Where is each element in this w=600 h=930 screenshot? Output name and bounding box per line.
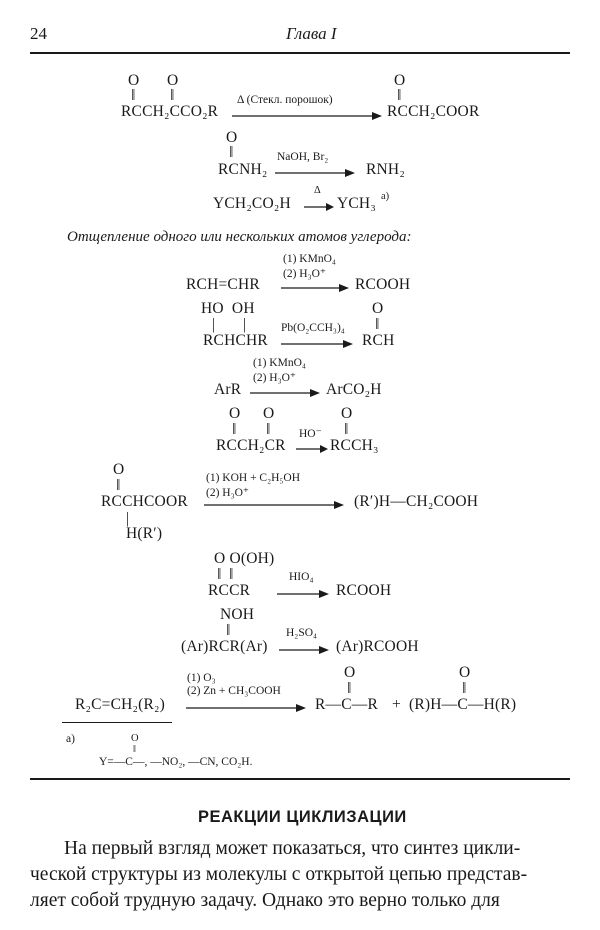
r1-product: RCCH₂COOR [387, 103, 480, 120]
r7-arrow [296, 445, 328, 453]
r11-condition-1: (1) O₃ [187, 672, 216, 684]
r7-product: RCCH₃ [330, 437, 379, 454]
r11-arrow [186, 704, 306, 712]
r11-product2: (R)H—C—H(R) [409, 696, 517, 713]
r4-arrow [281, 284, 349, 292]
r1-product-o: O [394, 72, 406, 89]
r9-top: O O(OH) [214, 550, 275, 567]
r9-product: RCOOH [336, 582, 392, 599]
r2-arrow [275, 169, 355, 177]
r2-o: O [226, 129, 238, 146]
r5-product-o: O [372, 300, 384, 317]
r9-bond1: ‖ [217, 566, 222, 583]
r11-product1-o: O [344, 664, 356, 681]
r9-condition: HIO₄ [289, 571, 314, 583]
footnote-text: Y=—C—, —NO₂, —CN, CO₂H. [99, 756, 253, 768]
r8-product: (R′)H—CH₂COOH [354, 493, 479, 510]
r8-condition-2: (2) H₃O⁺ [206, 487, 249, 499]
r3-reactant: YCH₂CO₂H [213, 195, 291, 212]
r3-condition: Δ [314, 185, 321, 196]
r8-arrow [204, 501, 344, 509]
r10-product: (Ar)RCOOH [336, 638, 419, 655]
r10-condition: H₂SO₄ [286, 627, 318, 639]
r7-condition: HO⁻ [299, 428, 322, 440]
footnote-o: O [131, 733, 139, 744]
footnote-label: а) [66, 733, 75, 745]
r5-arrow [281, 340, 353, 348]
footnote-bond: ‖ [133, 744, 136, 755]
r6-reactant: ArR [214, 381, 242, 398]
r11-condition-2: (2) Zn + CH₃COOH [187, 685, 281, 697]
r3-product: YCH₃ [337, 195, 376, 212]
r2-product: RNH₂ [366, 161, 405, 178]
r10-arrow [279, 646, 329, 654]
r7-bond2: ‖ [266, 421, 271, 438]
r1-top-o1: O [128, 72, 140, 89]
r1-bond1: ‖ [131, 87, 136, 104]
r5-product-bond: ‖ [375, 316, 380, 333]
r8-substituent: H(R′) [126, 525, 163, 542]
page-number: 24 [30, 24, 47, 43]
r4-product: RCOOH [355, 276, 411, 293]
section-title: РЕАКЦИИ ЦИКЛИЗАЦИИ [198, 808, 407, 826]
r7-bond1: ‖ [232, 421, 237, 438]
r11-plus: + [392, 696, 401, 713]
r5-bar-1: | [212, 316, 216, 333]
r5-condition: Pb(O₂CCH₃)₄ [281, 322, 345, 334]
body-line-1: На первый взгляд может показаться, что синтез цикли- [64, 838, 521, 859]
body-line-3: ляет собой трудную задачу. Однако это верно только для [30, 890, 500, 911]
r1-top-o2: O [167, 72, 179, 89]
r8-condition-1: (1) KOH + C₂H₅OH [206, 472, 301, 484]
r6-condition-2: (2) H₃O⁺ [253, 372, 296, 384]
r7-product-o: O [341, 405, 353, 422]
r8-sub-bar: | [126, 510, 130, 527]
r11-product1-bond: ‖ [347, 680, 352, 697]
r8-o: O [113, 461, 125, 478]
r1-reactant: RCCH₂CCO₂R [121, 103, 219, 120]
r6-arrow [250, 389, 320, 397]
cleavage-heading: Отщепление одного или нескольких атомов углерода: [67, 229, 412, 245]
r2-reactant: RCNH₂ [218, 161, 268, 178]
r11-product2-o: O [459, 664, 471, 681]
r1-product-bond: ‖ [397, 87, 402, 104]
footnote-bottom-rule [30, 778, 570, 780]
r8-reactant: RCCHCOOR [101, 493, 188, 510]
r1-condition: Δ (Стекл. порошок) [237, 94, 333, 106]
body-line-2: ческой структуры из молекулы с открытой цепью представ- [30, 864, 528, 885]
r8-bond: ‖ [116, 477, 121, 494]
r5-reactant: RCHCHR [203, 332, 268, 349]
r11-reactant: R₂C=CH₂(R₂) [75, 696, 166, 713]
r7-top-o2: O [263, 405, 275, 422]
r5-product: RCH [362, 332, 395, 349]
r11-product1: R—C—R [315, 696, 379, 713]
chapter-title: Глава I [286, 24, 337, 43]
r10-top: NOH [220, 606, 255, 623]
r5-bar-2: | [243, 316, 247, 333]
r9-arrow [277, 590, 329, 598]
r1-bond2: ‖ [170, 87, 175, 104]
r3-footnote-mark: а) [381, 191, 390, 202]
r7-product-bond: ‖ [344, 421, 349, 438]
r3-arrow [304, 203, 334, 211]
r7-reactant: RCCH₂CR [216, 437, 286, 454]
r7-top-o1: O [229, 405, 241, 422]
footnote-rule [62, 722, 172, 723]
r6-product: ArCO₂H [326, 381, 382, 398]
r4-reactant: RCH=CHR [186, 276, 260, 293]
r9-bond2: ‖ [229, 566, 234, 583]
r9-reactant: RCCR [208, 582, 251, 599]
r10-bond: ‖ [226, 622, 231, 639]
r2-bond: ‖ [229, 144, 234, 161]
r4-condition-1: (1) KMnO₄ [283, 253, 336, 265]
header-rule [30, 52, 570, 54]
r11-product2-bond: ‖ [462, 680, 467, 697]
r5-top: HO OH [201, 300, 255, 317]
r1-arrow [232, 112, 382, 120]
r10-reactant: (Ar)RCR(Ar) [181, 638, 268, 655]
r2-condition: NaOH, Br₂ [277, 151, 329, 163]
r6-condition-1: (1) KMnO₄ [253, 357, 306, 369]
r4-condition-2: (2) H₃O⁺ [283, 268, 326, 280]
